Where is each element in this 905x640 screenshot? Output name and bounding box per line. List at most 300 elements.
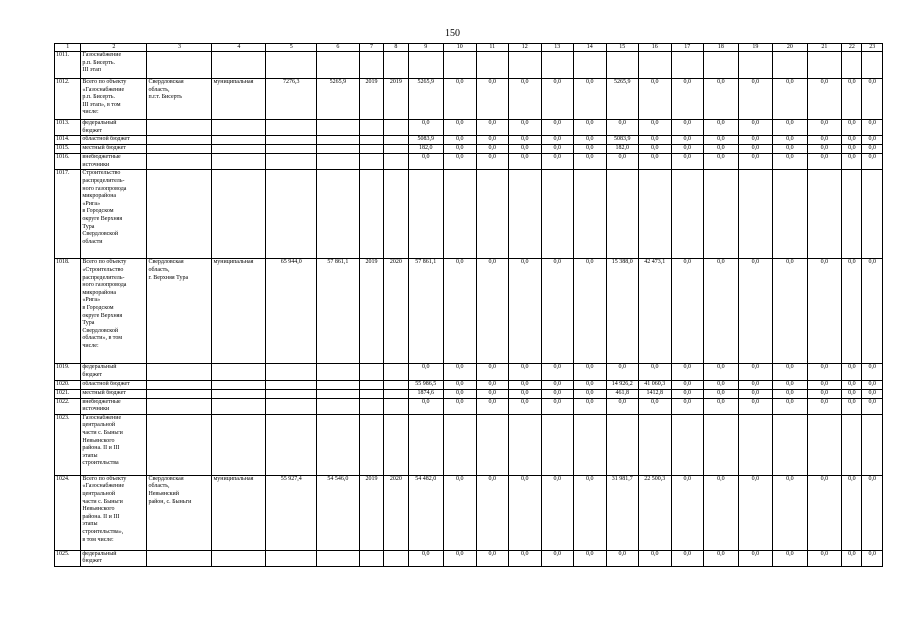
table-cell: 0,0 (408, 364, 444, 380)
table-row (55, 170, 883, 259)
table-cell: 14 926,2 (606, 380, 639, 389)
table-cell: Свердловская область, г. Верхняя Тура (147, 259, 212, 364)
table-cell: 0,0 (541, 475, 574, 550)
table-cell (317, 154, 360, 170)
column-number: 6 (317, 44, 360, 52)
table-cell (842, 414, 862, 475)
column-number: 1 (55, 44, 81, 52)
table-cell: федеральный бюджет (81, 550, 147, 566)
table-cell: 0,0 (476, 79, 509, 120)
table-cell (317, 364, 360, 380)
table-cell: 0,0 (671, 120, 704, 136)
table-cell: 0,0 (671, 550, 704, 566)
table-cell (862, 52, 883, 79)
table-cell: 0,0 (509, 259, 542, 364)
column-number: 11 (476, 44, 509, 52)
table-cell: внебюджетные источники (81, 398, 147, 414)
table-cell: 0,0 (444, 475, 477, 550)
table-cell (671, 170, 704, 259)
table-cell: 0,0 (842, 145, 862, 154)
table-cell: 0,0 (773, 154, 808, 170)
table-cell (862, 414, 883, 475)
table-cell: 0,0 (541, 136, 574, 145)
table-cell: 0,0 (807, 550, 842, 566)
table-row (55, 136, 883, 145)
table-cell (266, 120, 317, 136)
table-cell (266, 170, 317, 259)
table-cell: 55 927,4 (266, 475, 317, 550)
table-cell: 5265,9 (606, 79, 639, 120)
table-cell (212, 145, 266, 154)
table-cell (359, 414, 383, 475)
table-cell: 0,0 (639, 154, 672, 170)
table-cell (639, 52, 672, 79)
table-cell: 0,0 (476, 364, 509, 380)
table-cell (476, 414, 509, 475)
table-cell: 0,0 (509, 120, 542, 136)
table-cell: 0,0 (807, 389, 842, 398)
table-cell: 0,0 (541, 398, 574, 414)
table-row (55, 154, 883, 170)
table-cell (212, 154, 266, 170)
table-cell (317, 550, 360, 566)
table-cell: 0,0 (738, 550, 773, 566)
table-cell: 1023. (55, 414, 81, 475)
table-cell: 22 500,3 (639, 475, 672, 550)
table-cell: местный бюджет (81, 389, 147, 398)
table-cell: 0,0 (639, 398, 672, 414)
table-cell: 0,0 (807, 259, 842, 364)
table-cell: 0,0 (444, 550, 477, 566)
table-cell: 2019 (359, 79, 383, 120)
table-cell: 0,0 (574, 475, 607, 550)
table-cell: 0,0 (444, 79, 477, 120)
table-cell: 0,0 (509, 389, 542, 398)
table-cell: 0,0 (842, 398, 862, 414)
table-cell (147, 136, 212, 145)
table-cell (212, 398, 266, 414)
table-cell: 0,0 (704, 154, 739, 170)
table-cell: областной бюджет (81, 136, 147, 145)
table-cell: 0,0 (807, 475, 842, 550)
table-cell (842, 52, 862, 79)
table-cell: 1014. (55, 136, 81, 145)
column-number: 22 (842, 44, 862, 52)
table-cell: 0,0 (476, 136, 509, 145)
table-cell: 0,0 (671, 398, 704, 414)
table-cell: 57 861,1 (317, 259, 360, 364)
table-cell: 0,0 (704, 380, 739, 389)
table-cell: 0,0 (671, 145, 704, 154)
table-cell: 0,0 (807, 380, 842, 389)
table-cell: 0,0 (704, 120, 739, 136)
table-cell (359, 154, 383, 170)
table-cell: областной бюджет (81, 380, 147, 389)
table-cell: 1022. (55, 398, 81, 414)
table-cell: 0,0 (862, 259, 883, 364)
table-cell: 31 981,7 (606, 475, 639, 550)
table-cell: 0,0 (807, 154, 842, 170)
table-cell: 0,0 (408, 550, 444, 566)
table-cell: 0,0 (738, 79, 773, 120)
table-cell (317, 120, 360, 136)
table-cell: 1025. (55, 550, 81, 566)
table-cell: 0,0 (574, 398, 607, 414)
table-cell: 0,0 (509, 154, 542, 170)
table-cell: 0,0 (862, 136, 883, 145)
table-cell: 2020 (384, 259, 408, 364)
table-cell (147, 389, 212, 398)
table-cell: 65 944,0 (266, 259, 317, 364)
table-cell: 0,0 (842, 475, 862, 550)
table-cell (444, 170, 477, 259)
table-cell (317, 136, 360, 145)
table-cell (384, 389, 408, 398)
table-cell (704, 170, 739, 259)
table-cell: 1874,6 (408, 389, 444, 398)
table-cell (773, 170, 808, 259)
table-cell: 1018. (55, 259, 81, 364)
table-cell (738, 170, 773, 259)
table-cell: 2019 (384, 79, 408, 120)
table-cell: 1016. (55, 154, 81, 170)
table-cell: 2019 (359, 259, 383, 364)
table-cell (359, 120, 383, 136)
table-cell (704, 414, 739, 475)
table-cell: Газоснабжение р.п. Бисерть. III этап (81, 52, 147, 79)
table-cell: 0,0 (704, 475, 739, 550)
table-cell: 0,0 (773, 398, 808, 414)
table-cell: 0,0 (807, 79, 842, 120)
page-number: 150 (445, 28, 460, 39)
table-cell (212, 414, 266, 475)
table-cell: Строительство распределитель- ного газопровода микрорайона «Рига» в Городском округе Верхняя Тура Свердловской области (81, 170, 147, 259)
table-cell: 0,0 (541, 145, 574, 154)
table-cell: 5265,9 (408, 79, 444, 120)
table-cell: местный бюджет (81, 145, 147, 154)
table-cell: 0,0 (574, 154, 607, 170)
table-cell: внебюджетные источники (81, 154, 147, 170)
table-cell (773, 52, 808, 79)
table-cell: 0,0 (476, 475, 509, 550)
table-cell (359, 52, 383, 79)
table-cell (266, 380, 317, 389)
table-cell: 0,0 (704, 136, 739, 145)
table-cell (359, 380, 383, 389)
table-cell: 0,0 (476, 259, 509, 364)
table-cell: 54 482,0 (408, 475, 444, 550)
table-cell: 0,0 (408, 120, 444, 136)
table-cell (509, 52, 542, 79)
column-number: 7 (359, 44, 383, 52)
table-cell: 1011. (55, 52, 81, 79)
table-cell (147, 154, 212, 170)
table-cell (384, 154, 408, 170)
table-cell: 0,0 (738, 136, 773, 145)
table-cell: 0,0 (509, 475, 542, 550)
table-cell: 0,0 (862, 364, 883, 380)
table-cell: 0,0 (862, 380, 883, 389)
table-cell (212, 170, 266, 259)
table-cell (147, 550, 212, 566)
table-cell: 0,0 (862, 550, 883, 566)
table-cell (639, 414, 672, 475)
table-cell: 2020 (384, 475, 408, 550)
table-cell: 0,0 (738, 398, 773, 414)
table-cell: 0,0 (671, 380, 704, 389)
table-cell (212, 120, 266, 136)
table-cell: 0,0 (574, 364, 607, 380)
table-cell (773, 414, 808, 475)
table-cell (359, 389, 383, 398)
table-cell: 0,0 (509, 145, 542, 154)
table-cell: 0,0 (574, 389, 607, 398)
table-cell: 0,0 (704, 398, 739, 414)
table-cell: 0,0 (862, 475, 883, 550)
table-cell: 0,0 (541, 259, 574, 364)
table-cell (317, 380, 360, 389)
table-cell (606, 170, 639, 259)
table-cell (862, 170, 883, 259)
table-cell: 0,0 (574, 79, 607, 120)
table-cell: Всего по объекту «Газоснабжение центральной части с. Быньги Невьянского района. II и III этапы строительства», в том числе: (81, 475, 147, 550)
table-cell: 0,0 (842, 389, 862, 398)
table-cell (639, 170, 672, 259)
table-cell: 0,0 (842, 550, 862, 566)
table-cell: 0,0 (476, 154, 509, 170)
table-cell (147, 145, 212, 154)
table-cell: 0,0 (639, 79, 672, 120)
column-number: 16 (639, 44, 672, 52)
table-cell: 0,0 (842, 380, 862, 389)
table-cell: 0,0 (444, 154, 477, 170)
table-cell (606, 52, 639, 79)
table-cell (541, 170, 574, 259)
table-cell (359, 170, 383, 259)
table-cell: 0,0 (574, 120, 607, 136)
column-number: 12 (509, 44, 542, 52)
table-cell: 0,0 (738, 380, 773, 389)
table-cell: 0,0 (773, 550, 808, 566)
table-cell (408, 414, 444, 475)
table-row (55, 52, 883, 79)
table-cell: 0,0 (541, 79, 574, 120)
table-row (55, 550, 883, 566)
table-cell: 0,0 (704, 550, 739, 566)
table-cell (359, 550, 383, 566)
column-number: 4 (212, 44, 266, 52)
table-cell: 182,0 (606, 145, 639, 154)
table-cell (147, 364, 212, 380)
table-cell (574, 414, 607, 475)
table-cell: 5083,9 (606, 136, 639, 145)
table-cell (807, 170, 842, 259)
table-cell (212, 550, 266, 566)
table-cell (317, 414, 360, 475)
table-cell (541, 414, 574, 475)
table-cell (317, 52, 360, 79)
table-cell (444, 414, 477, 475)
table-cell: 0,0 (509, 136, 542, 145)
table-cell: 1019. (55, 364, 81, 380)
table-cell: 0,0 (862, 79, 883, 120)
table-cell: 0,0 (444, 136, 477, 145)
column-number: 19 (738, 44, 773, 52)
table-cell (266, 550, 317, 566)
table-cell: 0,0 (862, 389, 883, 398)
table-cell: 0,0 (639, 145, 672, 154)
table-cell: 5083,9 (408, 136, 444, 145)
table-cell: федеральный бюджет (81, 120, 147, 136)
table-cell: 0,0 (476, 145, 509, 154)
table-cell: 1013. (55, 120, 81, 136)
table-cell: Свердловская область, п.г.т. Бисерть (147, 79, 212, 120)
table-cell (212, 52, 266, 79)
table-cell: 15 388,0 (606, 259, 639, 364)
table-cell (738, 52, 773, 79)
table-cell: 0,0 (444, 145, 477, 154)
table-cell: 0,0 (606, 398, 639, 414)
table-cell (444, 52, 477, 79)
column-number: 13 (541, 44, 574, 52)
table-row (55, 398, 883, 414)
table-cell: 0,0 (671, 364, 704, 380)
table-cell (606, 414, 639, 475)
table-row (55, 145, 883, 154)
column-number: 10 (444, 44, 477, 52)
table-cell: 0,0 (574, 380, 607, 389)
table-cell: 0,0 (509, 398, 542, 414)
table-cell: 0,0 (444, 259, 477, 364)
table-cell: 0,0 (842, 364, 862, 380)
column-number: 2 (81, 44, 147, 52)
table-cell: 0,0 (738, 475, 773, 550)
table-cell: 0,0 (574, 259, 607, 364)
table-cell: 41 060,3 (639, 380, 672, 389)
table-cell: 0,0 (738, 154, 773, 170)
table-cell (384, 364, 408, 380)
table-cell (359, 364, 383, 380)
table-cell (384, 170, 408, 259)
table-cell: 0,0 (807, 145, 842, 154)
table-cell: 57 861,1 (408, 259, 444, 364)
table-cell: 0,0 (671, 259, 704, 364)
table-cell: 0,0 (639, 550, 672, 566)
table-cell: 0,0 (807, 364, 842, 380)
table-cell: муниципальная (212, 259, 266, 364)
table-cell: 55 986,5 (408, 380, 444, 389)
table-cell (807, 52, 842, 79)
table-cell (384, 120, 408, 136)
table-cell (408, 170, 444, 259)
table-cell: 0,0 (738, 259, 773, 364)
table-cell (807, 414, 842, 475)
table-cell: 0,0 (541, 380, 574, 389)
table-cell: муниципальная (212, 475, 266, 550)
table-cell: 0,0 (509, 79, 542, 120)
column-number: 5 (266, 44, 317, 52)
table-cell (317, 389, 360, 398)
table-cell: Свердловская область, Невьянский район, с. Быньги (147, 475, 212, 550)
table-cell (317, 398, 360, 414)
column-number: 23 (862, 44, 883, 52)
table-cell: 0,0 (842, 120, 862, 136)
table-cell: 0,0 (738, 389, 773, 398)
table-cell: 0,0 (606, 154, 639, 170)
table-cell: 0,0 (606, 550, 639, 566)
table-row (55, 364, 883, 380)
column-number: 18 (704, 44, 739, 52)
table-cell (574, 170, 607, 259)
table-cell: 0,0 (541, 154, 574, 170)
table-cell: 0,0 (773, 145, 808, 154)
table-cell: 0,0 (738, 145, 773, 154)
column-number: 17 (671, 44, 704, 52)
table-cell: 0,0 (476, 380, 509, 389)
table-cell: 1020. (55, 380, 81, 389)
table-cell (212, 364, 266, 380)
table-cell: 0,0 (444, 364, 477, 380)
table-cell: 1412,8 (639, 389, 672, 398)
table-row (55, 120, 883, 136)
table-cell: 0,0 (773, 136, 808, 145)
table-cell: 0,0 (639, 364, 672, 380)
table-cell: 0,0 (606, 364, 639, 380)
table-cell: 0,0 (842, 136, 862, 145)
table-cell: 0,0 (541, 120, 574, 136)
table-cell (147, 170, 212, 259)
table-cell: 0,0 (509, 380, 542, 389)
column-number: 15 (606, 44, 639, 52)
table-cell: 0,0 (444, 389, 477, 398)
table-cell: Всего по объекту «Газоснабжение р.п. Бисерть. III этап», в том числе: (81, 79, 147, 120)
table-cell (671, 52, 704, 79)
table-cell: 0,0 (671, 154, 704, 170)
table-cell: 0,0 (704, 145, 739, 154)
table-cell: 461,8 (606, 389, 639, 398)
table-cell: 0,0 (704, 389, 739, 398)
table-cell: 0,0 (476, 398, 509, 414)
table-cell: 1015. (55, 145, 81, 154)
table-cell (266, 389, 317, 398)
column-number: 9 (408, 44, 444, 52)
table-cell: 0,0 (574, 550, 607, 566)
table-cell: 0,0 (444, 380, 477, 389)
table-cell (384, 550, 408, 566)
table-cell (671, 414, 704, 475)
column-number: 3 (147, 44, 212, 52)
table-row (55, 475, 883, 550)
table-cell: 0,0 (704, 364, 739, 380)
table-cell (359, 398, 383, 414)
table-cell: 0,0 (773, 389, 808, 398)
table-cell: 0,0 (476, 120, 509, 136)
table-cell: 0,0 (541, 389, 574, 398)
table-cell: 0,0 (639, 120, 672, 136)
table-cell (359, 145, 383, 154)
table-cell: 0,0 (842, 154, 862, 170)
table-cell (476, 52, 509, 79)
table-cell: 54 546,0 (317, 475, 360, 550)
table-cell: 5265,9 (317, 79, 360, 120)
table-cell (384, 145, 408, 154)
table-cell: 0,0 (444, 120, 477, 136)
table-cell: 0,0 (606, 120, 639, 136)
table-cell: 0,0 (773, 475, 808, 550)
table-row (55, 414, 883, 475)
table-cell (266, 145, 317, 154)
table-row (55, 389, 883, 398)
